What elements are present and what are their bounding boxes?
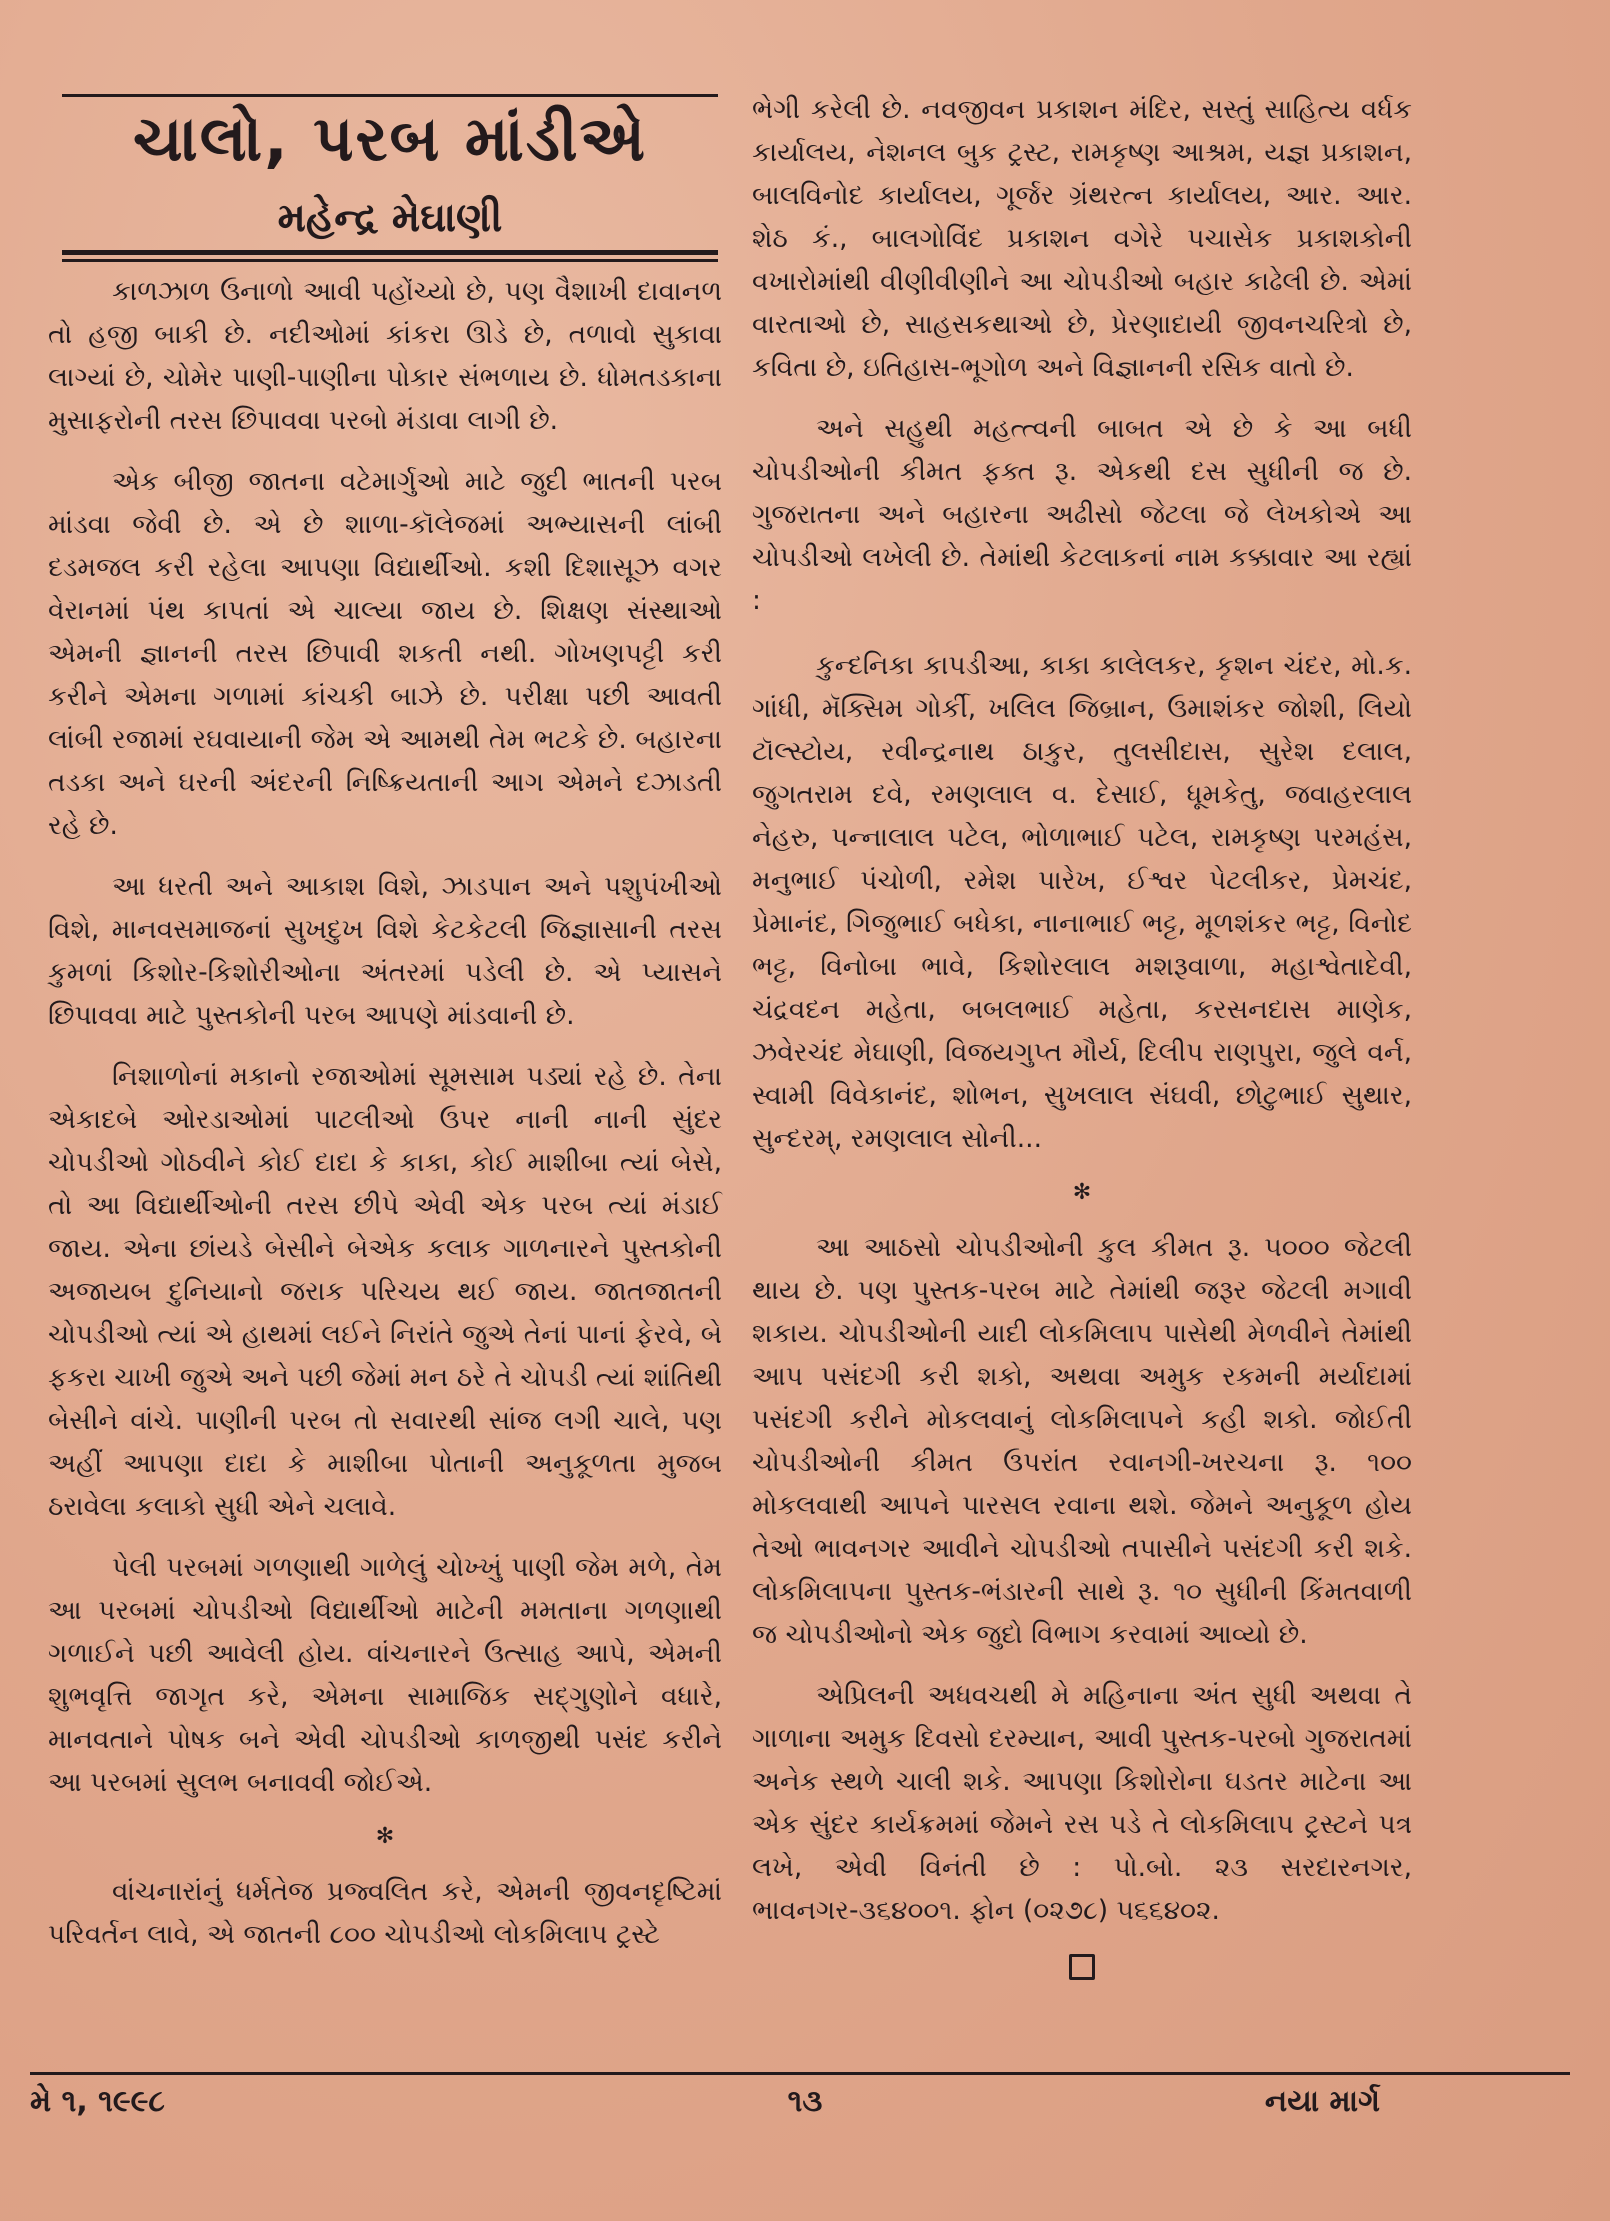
- right-column: [752, 88, 1412, 1993]
- title-top-rule: [62, 94, 718, 97]
- section-separator: ✻: [1072, 1180, 1092, 1205]
- author-names-list: કુન્દનિકા કાપડીઆ, કાકા કાલેલકર, કૃશન ચંદર, મો.ક. ગાંધી, મૅક્સિમ ગોર્કી, ખલિલ જિબ્રાન, ઉમાશંકર જોશી, લિયો ટૉલ્સ્ટોય, રવીન્દ્રનાથ ઠાકુર, તુલસીદાસ, સુરેશ દલાલ, જુગતરામ દવે, રમણલાલ વ. દેસાઈ, ધૂમકેતુ, જવાહરલાલ નેહરુ, પન્નાલાલ પટેલ, ભોળાભાઈ પટેલ, રામકૃષ્ણ પરમહંસ, મનુભાઈ પંચોળી, રમેશ પારેખ, ઈશ્વર પેટલીકર, પ્રેમચંદ, પ્રેમાનંદ, ગિજુભાઈ બધેકા, નાનાભાઈ ભટ્ટ, મૂળશંકર ભટ્ટ, વિનોદ ભટ્ટ, વિનોબા ભાવે, કિશોરલાલ મશરૂવાળા, મહાશ્વેતાદેવી, ચંદ્રવદન મહેતા, બબલભાઈ મહેતા, કરસનદાસ માણેક, ઝવેરચંદ મેઘાણી, વિજયગુપ્ત મૌર્ય, દિલીપ રાણપુરા, જુલે વર્ન, સ્વામી વિવેકાનંદ, શોભન, સુખલાલ સંઘવી, છોટુભાઈ સુથાર, સુન્દરમ્, રમણલાલ સોની...: [752, 650, 1412, 1154]
- publication-name: નયા માર્ગ: [1264, 2084, 1380, 2119]
- article-title: ચાલો, પરબ માંડીએ: [132, 102, 648, 175]
- paragraph: નિશાળોનાં મકાનો રજાઓમાં સૂમસામ પડ્યાં રહે છે. તેના એકાદબે ઓરડાઓમાં પાટલીઓ ઉપર નાની નાની સુંદર ચોપડીઓ ગોઠવીને કોઈ દાદા કે કાકા, કોઈ માશીબા ત્યાં બેસે, તો આ વિદ્યાર્થીઓની તરસ છીપે એવી એક પરબ ત્યાં મંડાઈ જાય. એના છાંયડે બેસીને બેએક કલાક ગાળનારને પુસ્તકોની અજાયબ દુનિયાનો જરાક પરિચય થઈ જાય. જાતજાતની ચોપડીઓ ત્યાં એ હાથમાં લઈને નિરાંતે જુએ તેનાં પાનાં ફેરવે, બે ફકરા ચાખી જુએ અને પછી જેમાં મન ઠરે તે ચોપડી ત્યાં શાંતિથી બેસીને વાંચે. પાણીની પરબ તો સવારથી સાંજ લગી ચાલે, પણ અહીં આપણા દાદા કે માશીબા પોતાની અનુકૂળતા મુજબ ઠરાવેલા કલાકો સુધી એને ચલાવે.: [48, 1061, 722, 1522]
- paragraph: આ ધરતી અને આકાશ વિશે, ઝાડપાન અને પશુપંખીઓ વિશે, માનવસમાજનાં સુખદુખ વિશે કેટકેટલી જિજ્ઞાસાની તરસ કુમળાં કિશોર-કિશોરીઓના અંતરમાં પડેલી છે. એ પ્યાસને છિપાવવા માટે પુસ્તકોની પરબ આપણે માંડવાની છે.: [48, 871, 722, 1031]
- end-mark-icon: [752, 1950, 1412, 1993]
- paragraph: એક બીજી જાતના વટેમાર્ગુઓ માટે જુદી ભાતની પરબ માંડવા જેવી છે. એ છે શાળા-કૉલેજમાં અભ્યાસની લાંબી દડમજલ કરી રહેલા આપણા વિદ્યાર્થીઓ. કશી દિશાસૂઝ વગર વેરાનમાં પંથ કાપતાં એ ચાલ્યા જાય છે. શિક્ષણ સંસ્થાઓ એમની જ્ઞાનની તરસ છિપાવી શકતી નથી. ગોખણપટ્ટી કરી કરીને એમના ગળામાં કાંચકી બાઝે છે. પરીક્ષા પછી આવતી લાંબી રજામાં રઘવાયાની જેમ એ આમથી તેમ ભટકે છે. બહારના તડકા અને ઘરની અંદરની નિષ્ક્રિયતાની આગ એમને દઝાડતી રહે છે.: [48, 466, 722, 841]
- section-separator: ✻: [375, 1824, 395, 1849]
- paragraph: ભેગી કરેલી છે. નવજીવન પ્રકાશન મંદિર, સસ્તું સાહિત્ય વર્ધક કાર્યાલય, નેશનલ બુક ટ્રસ્ટ, રામકૃષ્ણ આશ્રમ, યજ્ઞ પ્રકાશન, બાલવિનોદ કાર્યાલય, ગૂર્જર ગ્રંથરત્ન કાર્યાલય, આર. આર. શેઠ કં., બાલગોવિંદ પ્રકાશન વગેરે પચાસેક પ્રકાશકોની વખારોમાંથી વીણીવીણીને આ ચોપડીઓ બહાર કાઢેલી છે. એમાં વારતાઓ છે, સાહસકથાઓ છે, પ્રેરણાદાયી જીવનચરિત્રો છે, કવિતા છે, ઇતિહાસ-ભૂગોળ અને વિજ્ઞાનની રસિક વાતો છે.: [752, 94, 1412, 383]
- paragraph: આ આઠસો ચોપડીઓની કુલ કીમત રૂ. ૫૦૦૦ જેટલી થાય છે. પણ પુસ્તક-પરબ માટે તેમાંથી જરૂર જેટલી મગાવી શકાય. ચોપડીઓની યાદી લોકમિલાપ પાસેથી મેળવીને તેમાંથી આપ પસંદગી કરી શકો, અથવા અમુક રકમની મર્યાદામાં પસંદગી કરીને મોકલવાનું લોકમિલાપને કહી શકો. જોઈતી ચોપડીઓની કીમત ઉપરાંત રવાનગી-ખરચના રૂ. ૧૦૦ મોકલવાથી આપને પારસલ રવાના થશે. જેમને અનુકૂળ હોય તેઓ ભાવનગર આવીને ચોપડીઓ તપાસીને પસંદગી કરી શકે. લોકમિલાપના પુસ્તક-ભંડારની સાથે રૂ. ૧૦ સુધીની કિંમતવાળી જ ચોપડીઓનો એક જુદો વિભાગ કરવામાં આવ્યો છે.: [752, 1232, 1412, 1650]
- paragraph: અને સહુથી મહત્ત્વની બાબત એ છે કે આ બધી ચોપડીઓની કીમત ફક્ત રૂ. એકથી દસ સુધીની જ છે. ગુજરાતના અને બહારના અઢીસો જેટલા જે લેખકોએ આ ચોપડીઓ લખેલી છે. તેમાંથી કેટલાકનાં નામ કક્કાવાર આ રહ્યાં :: [752, 413, 1412, 616]
- paragraph: કાળઝાળ ઉનાળો આવી પહોંચ્યો છે, પણ વૈશાખી દાવાનળ તો હજી બાકી છે. નદીઓમાં કાંકરા ઊડે છે, તળાવો સુકાવા લાગ્યાં છે, ચોમેર પાણી-પાણીના પોકાર સંભળાય છે. ધોમતડકાના મુસાફરોની તરસ છિપાવવા પરબો મંડાવા લાગી છે.: [48, 276, 722, 436]
- paragraph: એપ્રિલની અધવચથી મે મહિનાના અંત સુધી અથવા તે ગાળાના અમુક દિવસો દરમ્યાન, આવી પુસ્તક-પરબો ગુજરાતમાં અનેક સ્થળે ચાલી શકે. આપણા કિશોરોના ઘડતર માટેના આ એક સુંદર કાર્યક્રમમાં જેમને રસ પડે તે લોકમિલાપ ટ્રસ્ટને પત્ર લખે, એવી વિનંતી છે : પો.બો. ૨૩ સરદારનગર, ભાવનગર-૩૬૪૦૦૧. ફોન (૦૨૭૮) ૫૬૬૪૦૨.: [752, 1680, 1412, 1926]
- footer-rule: [30, 2072, 1570, 2075]
- paragraph: વાંચનારાંનું ધર્મતેજ પ્રજ્વલિત કરે, એમની જીવનદૃષ્ટિમાં પરિવર્તન લાવે, એ જાતની ૮૦૦ ચોપડીઓ લોકમિલાપ ટ્રસ્ટે: [48, 1876, 722, 1950]
- paragraph: પેલી પરબમાં ગળણાથી ગાળેલું ચોખ્ખું પાણી જેમ મળે, તેમ આ પરબમાં ચોપડીઓ વિદ્યાર્થીઓ માટેની મમતાના ગળણાથી ગળાઈને પછી આવેલી હોય. વાંચનારને ઉત્સાહ આપે, એમની શુભવૃત્તિ જાગૃત કરે, એમના સામાજિક સદ્ગુણોને વધારે, માનવતાને પોષક બને એવી ચોપડીઓ કાળજીથી પસંદ કરીને આ પરબમાં સુલભ બનાવવી જોઈએ.: [48, 1552, 722, 1798]
- footer-date: મે ૧, ૧૯૯૮: [30, 2084, 165, 2119]
- author-double-rule: [62, 250, 718, 262]
- article-author: મહેન્દ્ર મેઘાણી: [277, 195, 503, 241]
- page-number: ૧૩: [787, 2084, 823, 2119]
- left-column: [48, 270, 722, 1974]
